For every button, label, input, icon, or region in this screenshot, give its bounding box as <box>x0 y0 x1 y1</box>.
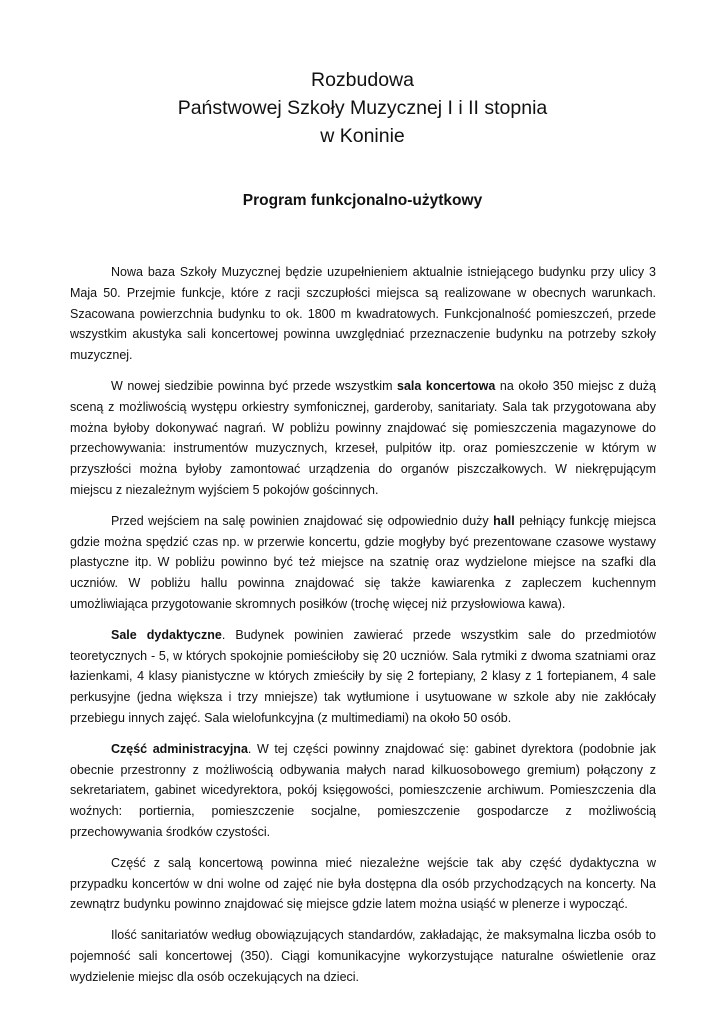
paragraph-sanitary: Ilość sanitariatów według obowiązujących standardów, zakładając, że maksymalna liczba osób to pojemność sali koncertowej (350). Ciągi komunikacyjne wykorzystujące naturalne oświetlenie oraz wydzielenie miejsc dla osób oczekujących na dzieci. <box>70 928 656 984</box>
bold-term-administration: Część administracyjna <box>111 741 248 756</box>
paragraph-text: . Budynek powinien zawierać przede wszystkim sale do przedmiotów teoretycznych - 5, w których spokojnie pomieściłoby się 20 uczniów. Sala rytmiki z dwoma szatniami oraz łazienkami, 4 klasy pianistyczne w których zmieściły by się 2 fortepiany, 2 klasy z 1 fortepianem, 4 sale perkusyjne (jedna większa i trzy mniejsze) tak wytłumione i usytuowane w szkole aby nie zakłócały przebiegu innych zajęć. Sala wielofunkcyjna (z multimediami) na około 50 osób. <box>70 627 657 725</box>
paragraph-text: Przed wejściem na salę powinien znajdować się odpowiednio duży <box>111 513 494 528</box>
document-body <box>70 262 656 998</box>
paragraph-intro: Nowa baza Szkoły Muzycznej będzie uzupełnieniem aktualnie istniejącego budynku przy ulicy 3 Maja 50. Przejmie funkcje, które z racji szczupłości miejsca są realizowane w obecnych warunkach. Szacowana powierzchnia budynku to ok. 1800 m kwadratowych. Funkcjonalność pomieszczeń, przede wszystkim akustyka sali koncertowej powinna uwzględniać przeznaczenie budynku na potrzeby szkoły muzycznej. <box>70 265 656 363</box>
paragraph-concert-hall <box>70 376 656 501</box>
paragraph-text: na około 350 miejsc z dużą sceną z możliwością występu orkiestry symfonicznej, garderoby, sanitariaty. Sala tak przygotowana aby można byłoby dokonywać nagrań. W pobliżu powinny znajdować się pomieszczenia magazynowe do przechowywania: instrumentów muzycznych, krzeseł, pulpitów itp. oraz pomieszczenie w którym w przyszłości można byłoby zamontować urządzenia do organów piszczałkowych. W niekrępującym miejscu z niezależnym wyjściem 5 pokojów gościnnych. <box>70 378 656 497</box>
document-subtitle: Program funkcjonalno-użytkowy <box>242 192 483 209</box>
paragraph-text: . W tej części powinny znajdować się: gabinet dyrektora (podobnie jak obecnie przestronny z możliwością odbywania małych narad kilkuosobowego gremium) połączony z sekretariatem, gabinet wicedyrektora, pokój księgowości, pomieszczenie archiwum. Pomieszczenia dla woźnych: portiernia, pomieszczenie socjalne, pomieszczenie gospodarcze z możliwością przechowywania środków czystości. <box>70 741 656 839</box>
paragraph-separate-entrance: Część z salą koncertową powinna mieć niezależne wejście tak aby część dydaktyczna w przypadku koncertów w dni wolne od zajęć nie była dostępna dla osób przychodzących na koncerty. Na zewnątrz budynku powinno znajdować się miejsce gdzie latem można usiąść w plenerze i wypocząć. <box>70 855 656 912</box>
bold-term-concert-hall: sala koncertowa <box>397 378 496 393</box>
title-line-2: Państwowej Szkoły Muzycznej I i II stopnia <box>177 97 548 119</box>
title-line-1: Rozbudowa <box>311 69 414 91</box>
bold-term-classrooms: Sale dydaktyczne <box>111 627 222 642</box>
document-title <box>0 66 725 150</box>
paragraph-classrooms <box>70 625 656 729</box>
paragraph-text: pełniący funkcję miejsca gdzie można spędzić czas np. w przerwie koncertu, gdzie mogłyby być prezentowane czasowe wystawy plastyczne itp. W pobliżu powinno być też miejsce na szatnię oraz wydzielone miejsce na szafki dla uczniów. W pobliżu hallu powinna znajdować się także kawiarenka z zapleczem kuchennym umożliwiająca przygotowanie skromnych posiłków (trochę więcej niż przysłowiowa kawa). <box>70 513 656 611</box>
bold-term-hall: hall <box>493 513 515 528</box>
paragraph-text: W nowej siedzibie powinna być przede wszystkim <box>111 378 398 393</box>
paragraph-hall <box>70 511 656 615</box>
paragraph-administration <box>70 739 656 843</box>
title-line-3: w Koninie <box>320 125 405 147</box>
